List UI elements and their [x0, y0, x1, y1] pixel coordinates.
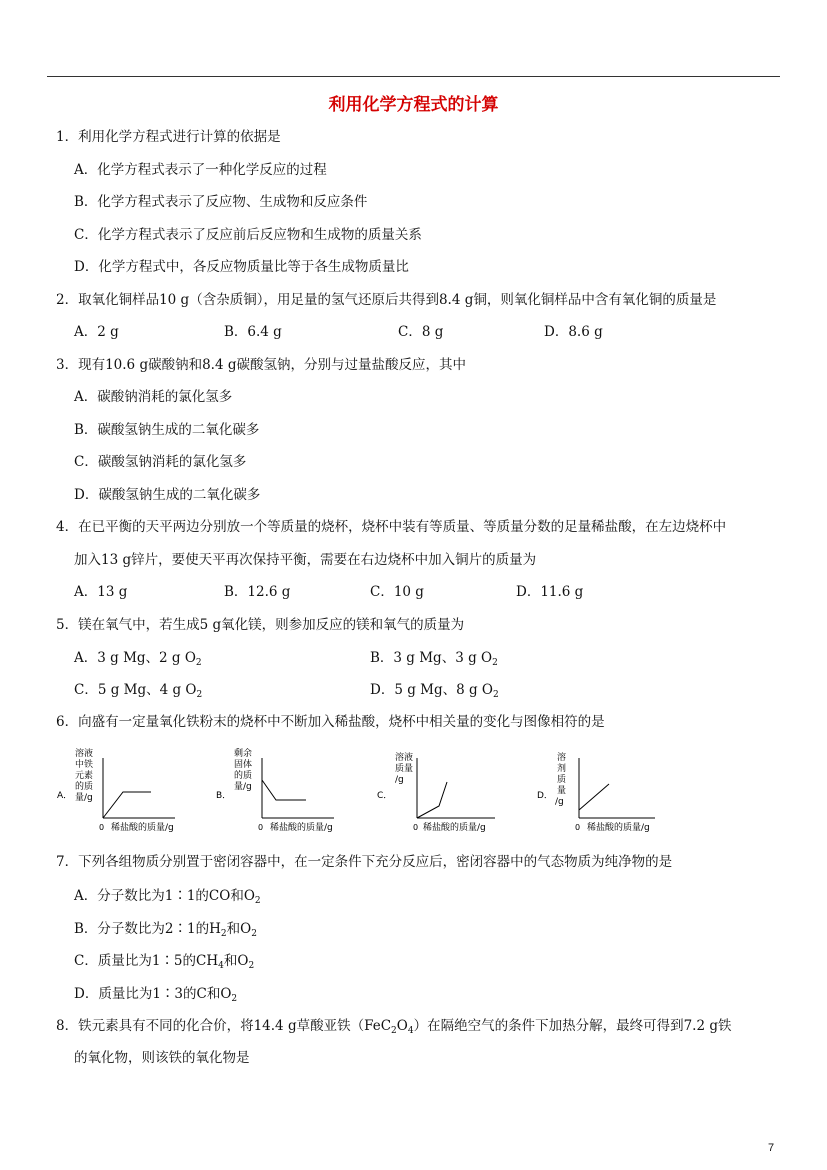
svg-text:溶: 溶 [557, 753, 567, 763]
q1-option-a: A．化学方程式表示了一种化学反应的过程 [74, 162, 327, 178]
q7-option-d: D．质量比为1∶3的C和$O_2$ [74, 986, 238, 1004]
q6-graph-a-letter: A． [57, 791, 73, 801]
q6-graph-c-ylabel [395, 751, 413, 785]
q7-stem: 7．下列各组物质分别置于密闭容器中，在一定条件下充分反应后，密闭容器中的气态物质为纯净物的是 [56, 854, 673, 870]
q1-option-c: C．化学方程式表示了反应前后反应物和生成物的质量关系 [74, 227, 422, 243]
svg-text:/g: /g [555, 797, 564, 807]
q6-graph-a-xlabel: 稀盐酸的质量/g [111, 823, 174, 833]
q6-graph-d-xlabel: 稀盐酸的质量/g [587, 823, 650, 833]
q4-option-a: A．13 g [74, 584, 128, 600]
svg-text:中铁: 中铁 [75, 760, 94, 770]
q6-graph-c [375, 748, 545, 838]
q6-graph-a-origin: 0 [99, 823, 105, 832]
q7-option-b: B．分子数比为2∶1的$H_2$和$O_2$ [74, 921, 257, 939]
svg-text:质量: 质量 [395, 764, 414, 774]
q6-graph-a [55, 748, 225, 838]
q6-graph-b [214, 748, 384, 838]
header-rule [47, 76, 780, 77]
svg-text:剂: 剂 [557, 764, 567, 774]
q3-option-a: A．碳酸钠消耗的氯化氢多 [74, 389, 233, 405]
q2-option-d: D．8.6 g [544, 324, 603, 340]
svg-text:的质: 的质 [234, 771, 253, 781]
q6-graph-c-curve [417, 782, 447, 818]
q6-graph-c-origin: 0 [413, 823, 419, 832]
q1-stem: 1．利用化学方程式进行计算的依据是 [56, 129, 281, 145]
svg-text:量/g: 量/g [234, 782, 252, 792]
q6-graph-d-ylabel [555, 751, 566, 807]
svg-text:溶液: 溶液 [395, 753, 414, 763]
q8-stem-line1: 8．铁元素具有不同的化合价，将14.4 g草酸亚铁$(FeC_2O_4)$在隔绝空气的条件下加热分解，最终可得到7.2 g铁 [56, 1018, 732, 1036]
page-number: 7 [768, 1142, 775, 1154]
svg-text:/g: /g [395, 775, 404, 785]
q6-graph-b-curve [262, 780, 306, 800]
q6-graph-b-ylabel [234, 748, 252, 792]
q6-graph-a-ylabel [75, 748, 93, 803]
q6-graph-d [535, 748, 705, 838]
q4-option-d: D．11.6 g [516, 584, 584, 600]
svg-text:量/g: 量/g [75, 793, 93, 803]
svg-text:固体: 固体 [234, 760, 253, 770]
q6-graph-a-curve [103, 792, 151, 818]
svg-text:元素: 元素 [75, 771, 94, 781]
q2-option-c: C．8 g [398, 324, 444, 340]
q7-option-a: A．分子数比为1∶1的CO和$O_2$ [74, 888, 261, 906]
q3-option-b: B．碳酸氢钠生成的二氧化碳多 [74, 422, 260, 438]
q4-stem-line1: 4．在已平衡的天平两边分别放一个等质量的烧杯，烧杯中装有等质量、等质量分数的足量稀盐酸，在左边烧杯中 [56, 519, 727, 535]
q5-option-d: D．5 g Mg、8 g $O_2$ [370, 682, 499, 700]
q6-graph-d-curve [579, 784, 609, 810]
svg-text:溶液: 溶液 [75, 749, 94, 759]
q6-graph-c-xlabel: 稀盐酸的质量/g [423, 823, 486, 833]
q6-graph-b-origin: 0 [258, 823, 264, 832]
q6-graph-b-letter: B． [216, 791, 232, 801]
q6-stem: 6．向盛有一定量氧化铁粉末的烧杯中不断加入稀盐酸，烧杯中相关量的变化与图像相符的是 [56, 714, 605, 730]
q5-option-b: B．3 g Mg、3 g $O_2$ [370, 650, 498, 668]
q5-option-a: A．3 g Mg、2 g $O_2$ [74, 650, 202, 668]
q6-graph-d-origin: 0 [575, 823, 581, 832]
q3-option-c: C．碳酸氢钠消耗的氯化氢多 [74, 454, 247, 470]
q4-option-b: B．12.6 g [224, 584, 291, 600]
q7-option-c: C．质量比为1∶5的$CH_4$和$O_2$ [74, 953, 255, 971]
q2-option-a: A．2 g [74, 324, 119, 340]
svg-text:的质: 的质 [75, 782, 94, 792]
q6-graph-d-letter: D． [537, 791, 553, 801]
svg-text:量: 量 [557, 786, 567, 796]
q2-stem: 2．取氧化铜样品10 g（含杂质铜），用足量的氢气还原后共得到8.4 g铜，则氧化铜样品中含有氧化铜的质量是 [56, 292, 717, 308]
svg-text:质: 质 [557, 775, 567, 785]
q5-stem: 5．镁在氧气中，若生成5 g氧化镁，则参加反应的镁和氧气的质量为 [56, 617, 465, 633]
q6-graph-b-xlabel: 稀盐酸的质量/g [270, 823, 333, 833]
q6-graph-c-letter: C． [377, 791, 393, 801]
q5-option-c: C．5 g Mg、4 g $O_2$ [74, 682, 203, 700]
svg-text:剩余: 剩余 [234, 749, 253, 759]
q4-stem-line2: 加入13 g锌片，要使天平再次保持平衡，需要在右边烧杯中加入铜片的质量为 [74, 552, 537, 568]
q4-option-c: C．10 g [370, 584, 424, 600]
q1-option-b: B．化学方程式表示了反应物、生成物和反应条件 [74, 194, 368, 210]
q8-stem-line2: 的氧化物，则该铁的氧化物是 [74, 1050, 250, 1066]
q3-option-d: D．碳酸氢钠生成的二氧化碳多 [74, 487, 261, 503]
page-title: 利用化学方程式的计算 [328, 95, 499, 115]
q1-option-d: D．化学方程式中，各反应物质量比等于各生成物质量比 [74, 259, 409, 275]
q3-stem: 3．现有10.6 g碳酸钠和8.4 g碳酸氢钠，分别与过量盐酸反应，其中 [56, 357, 466, 373]
q2-option-b: B．6.4 g [224, 324, 282, 340]
